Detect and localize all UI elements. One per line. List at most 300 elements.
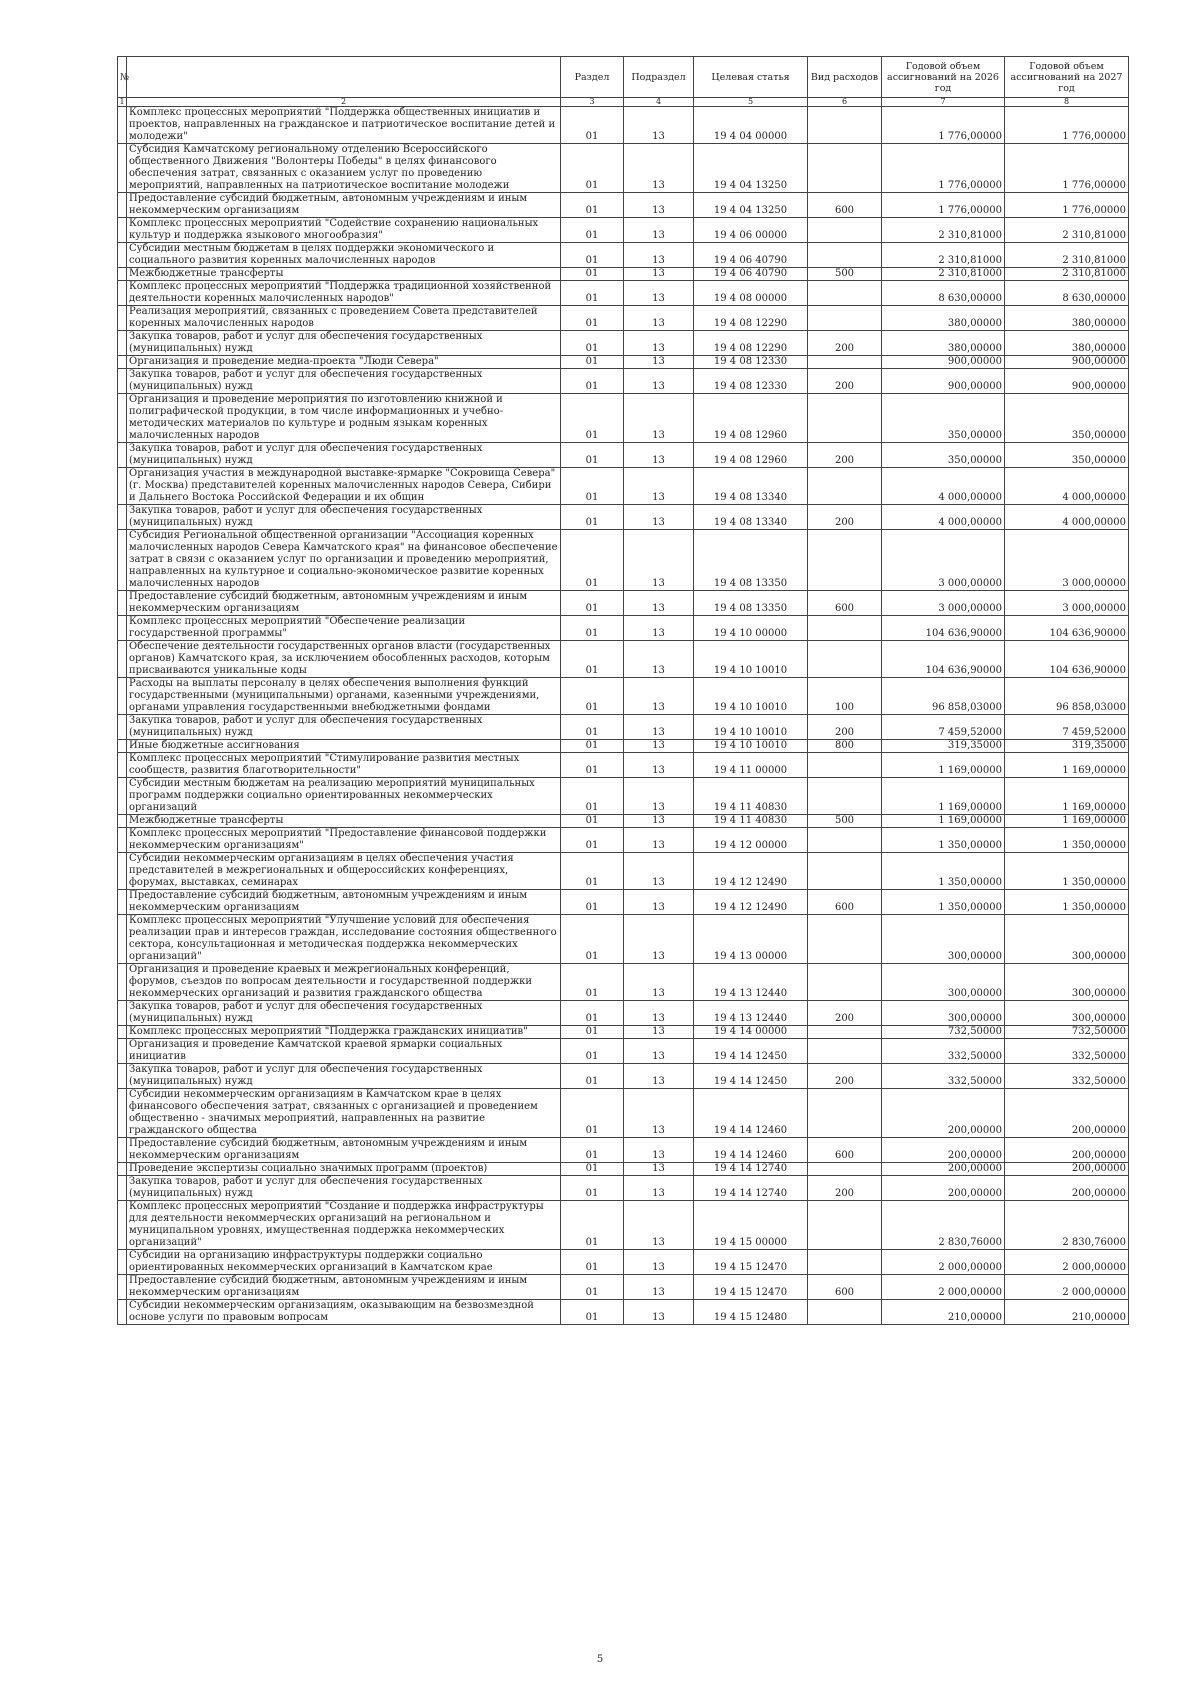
table-row (118, 964, 1129, 1001)
row-value-2027: 1 776,00000 (1005, 193, 1129, 218)
row-name: Закупка товаров, работ и услуг для обеспечения государственных (муниципальных) нужд (127, 443, 561, 468)
row-exp-type: 100 (808, 678, 882, 715)
row-exp-type (808, 828, 882, 853)
row-name: Организация и проведение медиа-проекта "Люди Севера" (127, 356, 561, 369)
row-section: 01 (561, 740, 624, 753)
row-value-2026: 1 776,00000 (882, 107, 1005, 144)
row-subsection: 13 (624, 964, 694, 1001)
table-row (118, 815, 1129, 828)
table-row (118, 243, 1129, 268)
row-value-2026: 1 776,00000 (882, 193, 1005, 218)
row-value-2027: 380,00000 (1005, 331, 1129, 356)
header-section: Раздел (561, 57, 624, 98)
row-value-2027: 2 830,76000 (1005, 1201, 1129, 1250)
row-subsection: 13 (624, 505, 694, 530)
table-row (118, 915, 1129, 964)
row-value-2026: 332,50000 (882, 1039, 1005, 1064)
row-exp-type: 600 (808, 1275, 882, 1300)
table-row (118, 678, 1129, 715)
row-target: 19 4 15 12480 (694, 1300, 808, 1325)
row-exp-type (808, 778, 882, 815)
row-target: 19 4 08 13350 (694, 591, 808, 616)
row-value-2027: 2 000,00000 (1005, 1250, 1129, 1275)
row-name: Закупка товаров, работ и услуг для обеспечения государственных (муниципальных) нужд (127, 505, 561, 530)
table-body (118, 107, 1129, 1325)
row-exp-type (808, 281, 882, 306)
row-section: 01 (561, 193, 624, 218)
row-section: 01 (561, 281, 624, 306)
page-number: 5 (596, 1654, 604, 1665)
row-index-cell (118, 1064, 127, 1089)
row-section: 01 (561, 1300, 624, 1325)
row-name: Межбюджетные трансферты (127, 815, 561, 828)
row-index-cell (118, 815, 127, 828)
row-subsection: 13 (624, 369, 694, 394)
row-exp-type (808, 144, 882, 193)
row-target: 19 4 08 13350 (694, 530, 808, 591)
row-target: 19 4 10 00000 (694, 616, 808, 641)
row-exp-type (808, 753, 882, 778)
row-value-2026: 1 169,00000 (882, 778, 1005, 815)
row-value-2026: 2 830,76000 (882, 1201, 1005, 1250)
row-section: 01 (561, 1026, 624, 1039)
row-index-cell (118, 641, 127, 678)
row-index-cell (118, 331, 127, 356)
row-value-2027: 2 000,00000 (1005, 1275, 1129, 1300)
table-row (118, 1275, 1129, 1300)
row-target: 19 4 06 00000 (694, 218, 808, 243)
row-section: 01 (561, 1201, 624, 1250)
row-section: 01 (561, 1089, 624, 1138)
row-subsection: 13 (624, 740, 694, 753)
row-name: Предоставление субсидий бюджетным, автономным учреждениям и иным некоммерческим организациям (127, 1275, 561, 1300)
row-name: Субсидии некоммерческим организациям, оказывающим на безвозмездной основе услуги по правовым вопросам (127, 1300, 561, 1325)
row-value-2027: 4 000,00000 (1005, 505, 1129, 530)
row-target: 19 4 15 12470 (694, 1250, 808, 1275)
row-value-2027: 2 310,81000 (1005, 218, 1129, 243)
row-exp-type: 200 (808, 715, 882, 740)
row-subsection: 13 (624, 915, 694, 964)
row-subsection: 13 (624, 394, 694, 443)
table-row (118, 468, 1129, 505)
table-row (118, 616, 1129, 641)
row-value-2026: 2 310,81000 (882, 268, 1005, 281)
row-target: 19 4 13 12440 (694, 964, 808, 1001)
row-value-2026: 332,50000 (882, 1064, 1005, 1089)
row-exp-type (808, 1201, 882, 1250)
row-name: Субсидии местным бюджетам на реализацию мероприятий муниципальных программ поддержки социально ориентированных некоммерческих организаций (127, 778, 561, 815)
row-name: Предоставление субсидий бюджетным, автономным учреждениям и иным некоммерческим организациям (127, 1138, 561, 1163)
row-value-2027: 1 350,00000 (1005, 890, 1129, 915)
row-index-cell (118, 144, 127, 193)
row-index-cell (118, 828, 127, 853)
row-section: 01 (561, 107, 624, 144)
row-subsection: 13 (624, 641, 694, 678)
row-name: Комплекс процессных мероприятий "Стимулирование развития местных сообществ, развития благотворительности" (127, 753, 561, 778)
row-value-2026: 319,35000 (882, 740, 1005, 753)
row-index-cell (118, 107, 127, 144)
row-section: 01 (561, 369, 624, 394)
row-exp-type (808, 964, 882, 1001)
row-name: Субсидии некоммерческим организациям в Камчатском крае в целях финансового обеспечения затрат, связанных с организацией и проведением общественно - значимых мероприятий, направленных на развитие гражданского общества (127, 1089, 561, 1138)
row-value-2027: 4 000,00000 (1005, 468, 1129, 505)
row-value-2027: 2 310,81000 (1005, 243, 1129, 268)
row-value-2026: 900,00000 (882, 356, 1005, 369)
row-exp-type: 600 (808, 193, 882, 218)
table-row (118, 193, 1129, 218)
row-exp-type (808, 394, 882, 443)
row-value-2027: 1 776,00000 (1005, 107, 1129, 144)
row-section: 01 (561, 964, 624, 1001)
row-index-cell (118, 753, 127, 778)
table-row (118, 1138, 1129, 1163)
col-number: 3 (561, 98, 624, 107)
row-value-2026: 1 169,00000 (882, 753, 1005, 778)
row-section: 01 (561, 1250, 624, 1275)
row-name: Предоставление субсидий бюджетным, автономным учреждениям и иным некоммерческим организациям (127, 591, 561, 616)
table-row (118, 443, 1129, 468)
row-value-2026: 200,00000 (882, 1089, 1005, 1138)
row-section: 01 (561, 815, 624, 828)
row-target: 19 4 04 13250 (694, 144, 808, 193)
row-index-cell (118, 281, 127, 306)
row-value-2026: 1 350,00000 (882, 853, 1005, 890)
row-subsection: 13 (624, 1176, 694, 1201)
row-name: Проведение экспертизы социально значимых программ (проектов) (127, 1163, 561, 1176)
row-section: 01 (561, 243, 624, 268)
row-value-2026: 300,00000 (882, 964, 1005, 1001)
row-value-2026: 380,00000 (882, 331, 1005, 356)
row-value-2026: 2 310,81000 (882, 218, 1005, 243)
row-subsection: 13 (624, 1001, 694, 1026)
row-value-2026: 200,00000 (882, 1176, 1005, 1201)
row-value-2026: 7 459,52000 (882, 715, 1005, 740)
row-value-2027: 332,50000 (1005, 1064, 1129, 1089)
row-name: Иные бюджетные ассигнования (127, 740, 561, 753)
row-value-2026: 2 310,81000 (882, 243, 1005, 268)
row-target: 19 4 15 00000 (694, 1201, 808, 1250)
row-name: Комплекс процессных мероприятий "Содействие сохранению национальных культур и поддержка языкового многообразия" (127, 218, 561, 243)
row-subsection: 13 (624, 591, 694, 616)
table-row (118, 144, 1129, 193)
table-row (118, 890, 1129, 915)
row-name: Комплекс процессных мероприятий "Поддержка традиционной хозяйственной деятельности коренных малочисленных народов" (127, 281, 561, 306)
row-value-2027: 900,00000 (1005, 369, 1129, 394)
row-target: 19 4 10 10010 (694, 678, 808, 715)
row-value-2026: 300,00000 (882, 915, 1005, 964)
row-name: Комплекс процессных мероприятий "Поддержка общественных инициатив и проектов, направленных на гражданское и патриотическое воспитание детей и молодежи" (127, 107, 561, 144)
row-value-2026: 200,00000 (882, 1163, 1005, 1176)
row-subsection: 13 (624, 356, 694, 369)
row-index-cell (118, 218, 127, 243)
row-value-2026: 4 000,00000 (882, 468, 1005, 505)
row-section: 01 (561, 1001, 624, 1026)
row-value-2027: 300,00000 (1005, 964, 1129, 1001)
row-index-cell (118, 193, 127, 218)
table-row (118, 1089, 1129, 1138)
row-name: Комплекс процессных мероприятий "Предоставление финансовой поддержки некоммерческим организациям" (127, 828, 561, 853)
row-name: Обеспечение деятельности государственных органов власти (государственных органов) Камчатского края, за исключением обособленных расходов, которым присваиваются уникальные коды (127, 641, 561, 678)
row-value-2027: 96 858,03000 (1005, 678, 1129, 715)
row-section: 01 (561, 678, 624, 715)
row-section: 01 (561, 356, 624, 369)
row-target: 19 4 08 12290 (694, 331, 808, 356)
row-value-2027: 300,00000 (1005, 915, 1129, 964)
row-value-2026: 4 000,00000 (882, 505, 1005, 530)
table-row (118, 828, 1129, 853)
table-row (118, 505, 1129, 530)
row-name: Организация участия в международной выставке-ярмарке "Сокровища Севера" (г. Москва) представителей коренных малочисленных народов Севера, Сибири и Дальнего Востока Российской Федерации и их общин (127, 468, 561, 505)
row-section: 01 (561, 778, 624, 815)
row-target: 19 4 08 12330 (694, 356, 808, 369)
row-target: 19 4 11 40830 (694, 778, 808, 815)
row-subsection: 13 (624, 1138, 694, 1163)
row-index-cell (118, 715, 127, 740)
row-exp-type (808, 530, 882, 591)
row-value-2027: 104 636,90000 (1005, 641, 1129, 678)
table-row (118, 1026, 1129, 1039)
row-exp-type (808, 641, 882, 678)
row-value-2026: 104 636,90000 (882, 616, 1005, 641)
row-exp-type (808, 1250, 882, 1275)
table-row (118, 1250, 1129, 1275)
col-number: 6 (808, 98, 882, 107)
row-section: 01 (561, 1163, 624, 1176)
row-index-cell (118, 530, 127, 591)
row-section: 01 (561, 890, 624, 915)
row-section: 01 (561, 306, 624, 331)
row-subsection: 13 (624, 890, 694, 915)
row-target: 19 4 08 13340 (694, 468, 808, 505)
row-exp-type (808, 1089, 882, 1138)
row-exp-type (808, 468, 882, 505)
row-subsection: 13 (624, 243, 694, 268)
row-value-2026: 96 858,03000 (882, 678, 1005, 715)
row-target: 19 4 14 12460 (694, 1089, 808, 1138)
row-name: Комплекс процессных мероприятий "Обеспечение реализации государственной программы" (127, 616, 561, 641)
row-name: Реализация мероприятий, связанных с проведением Совета представителей коренных малочисленных народов (127, 306, 561, 331)
row-target: 19 4 13 00000 (694, 915, 808, 964)
table-row (118, 281, 1129, 306)
row-target: 19 4 08 12960 (694, 394, 808, 443)
row-section: 01 (561, 616, 624, 641)
row-index-cell (118, 915, 127, 964)
table-row (118, 306, 1129, 331)
row-name: Комплекс процессных мероприятий "Поддержка гражданских инициатив" (127, 1026, 561, 1039)
row-value-2027: 300,00000 (1005, 1001, 1129, 1026)
row-name: Межбюджетные трансферты (127, 268, 561, 281)
row-target: 19 4 14 00000 (694, 1026, 808, 1039)
row-section: 01 (561, 1039, 624, 1064)
row-exp-type (808, 616, 882, 641)
row-name: Комплекс процессных мероприятий "Создание и поддержка инфраструктуры для деятельности некоммерческих организаций на региональном и муниципальном уровнях, имущественная поддержка некоммерческих организаций" (127, 1201, 561, 1250)
row-index-cell (118, 890, 127, 915)
row-value-2027: 3 000,00000 (1005, 591, 1129, 616)
row-value-2026: 200,00000 (882, 1138, 1005, 1163)
row-exp-type (808, 1163, 882, 1176)
table-row (118, 853, 1129, 890)
row-target: 19 4 14 12740 (694, 1163, 808, 1176)
row-index-cell (118, 356, 127, 369)
row-section: 01 (561, 331, 624, 356)
row-target: 19 4 10 10010 (694, 641, 808, 678)
header-2026: Годовой объем ассигнований на 2026 год (882, 57, 1005, 98)
row-value-2026: 210,00000 (882, 1300, 1005, 1325)
header-2027: Годовой объем ассигнований на 2027 год (1005, 57, 1129, 98)
row-exp-type (808, 356, 882, 369)
row-subsection: 13 (624, 678, 694, 715)
row-value-2026: 1 350,00000 (882, 828, 1005, 853)
row-value-2026: 300,00000 (882, 1001, 1005, 1026)
row-target: 19 4 08 12960 (694, 443, 808, 468)
row-value-2026: 1 776,00000 (882, 144, 1005, 193)
row-value-2027: 319,35000 (1005, 740, 1129, 753)
row-index-cell (118, 443, 127, 468)
row-subsection: 13 (624, 306, 694, 331)
row-exp-type: 200 (808, 369, 882, 394)
row-index-cell (118, 778, 127, 815)
header-target: Целевая статья (694, 57, 808, 98)
row-value-2026: 2 000,00000 (882, 1250, 1005, 1275)
table-row (118, 369, 1129, 394)
table-row (118, 753, 1129, 778)
table-row (118, 107, 1129, 144)
row-name: Закупка товаров, работ и услуг для обеспечения государственных (муниципальных) нужд (127, 369, 561, 394)
header-exp-type: Вид расходов (808, 57, 882, 98)
row-section: 01 (561, 853, 624, 890)
row-value-2027: 3 000,00000 (1005, 530, 1129, 591)
row-target: 19 4 06 40790 (694, 268, 808, 281)
row-section: 01 (561, 915, 624, 964)
row-target: 19 4 13 12440 (694, 1001, 808, 1026)
row-subsection: 13 (624, 715, 694, 740)
row-name: Комплекс процессных мероприятий "Улучшение условий для обеспечения реализации прав и интересов граждан, исследование состояния общественного сектора, консультационная и методическая поддержка некоммерческих организаций" (127, 915, 561, 964)
row-index-cell (118, 369, 127, 394)
row-value-2026: 350,00000 (882, 394, 1005, 443)
row-value-2026: 1 350,00000 (882, 890, 1005, 915)
table-row (118, 394, 1129, 443)
row-name: Расходы на выплаты персоналу в целях обеспечения выполнения функций государственными (муниципальными) органами, казенными учреждениями, органами управления государственными внебюджетными фондами (127, 678, 561, 715)
row-target: 19 4 08 13340 (694, 505, 808, 530)
header-name (127, 57, 561, 98)
row-subsection: 13 (624, 331, 694, 356)
row-subsection: 13 (624, 753, 694, 778)
row-target: 19 4 10 10010 (694, 740, 808, 753)
row-index-cell (118, 1138, 127, 1163)
row-exp-type: 500 (808, 268, 882, 281)
row-target: 19 4 12 00000 (694, 828, 808, 853)
row-subsection: 13 (624, 443, 694, 468)
row-section: 01 (561, 1138, 624, 1163)
row-name: Предоставление субсидий бюджетным, автономным учреждениям и иным некоммерческим организациям (127, 890, 561, 915)
row-subsection: 13 (624, 268, 694, 281)
row-value-2026: 3 000,00000 (882, 591, 1005, 616)
row-subsection: 13 (624, 1201, 694, 1250)
row-index-cell (118, 306, 127, 331)
row-section: 01 (561, 394, 624, 443)
row-index-cell (118, 1201, 127, 1250)
row-index-cell (118, 964, 127, 1001)
row-value-2027: 1 169,00000 (1005, 778, 1129, 815)
row-value-2027: 200,00000 (1005, 1089, 1129, 1138)
row-exp-type: 600 (808, 890, 882, 915)
row-index-cell (118, 505, 127, 530)
row-name: Субсидия Региональной общественной организации "Ассоциация коренных малочисленных народов Севера Камчатского края" на финансовое обеспечение затрат в связи с оказанием услуг по организации и проведению мероприятий, направленных на культурное и социально-экономическое развитие коренных малочисленных народов (127, 530, 561, 591)
row-value-2027: 350,00000 (1005, 394, 1129, 443)
row-value-2027: 8 630,00000 (1005, 281, 1129, 306)
table-row (118, 1001, 1129, 1026)
row-section: 01 (561, 591, 624, 616)
row-index-cell (118, 1163, 127, 1176)
row-target: 19 4 14 12450 (694, 1064, 808, 1089)
row-index-cell (118, 243, 127, 268)
row-index-cell (118, 1039, 127, 1064)
header-subsection: Подраздел (624, 57, 694, 98)
row-value-2027: 332,50000 (1005, 1039, 1129, 1064)
table-row (118, 331, 1129, 356)
row-target: 19 4 14 12450 (694, 1039, 808, 1064)
table-row (118, 641, 1129, 678)
row-name: Организация и проведение Камчатской краевой ярмарки социальных инициатив (127, 1039, 561, 1064)
row-target: 19 4 08 12330 (694, 369, 808, 394)
row-section: 01 (561, 1176, 624, 1201)
row-subsection: 13 (624, 815, 694, 828)
row-exp-type: 200 (808, 331, 882, 356)
row-value-2027: 200,00000 (1005, 1138, 1129, 1163)
row-index-cell (118, 1300, 127, 1325)
row-value-2027: 2 310,81000 (1005, 268, 1129, 281)
col-number: 2 (127, 98, 561, 107)
row-name: Субсидия Камчатскому региональному отделению Всероссийского общественного Движения "Волонтеры Победы" в целях финансового обеспечения затрат, связанных с оказанием услуг по проведению мероприятий, направленных на патриотическое воспитание молодежи (127, 144, 561, 193)
budget-table (117, 56, 1129, 1325)
row-name: Организация и проведение мероприятия по изготовлению книжной и полиграфической продукции, в том числе информационных и учебно-методических материалов по культуре и родным языкам коренных малочисленных народов (127, 394, 561, 443)
row-index-cell (118, 1001, 127, 1026)
row-index-cell (118, 740, 127, 753)
col-number: 5 (694, 98, 808, 107)
table-row (118, 1201, 1129, 1250)
column-numbers-row (118, 98, 1129, 107)
row-value-2027: 900,00000 (1005, 356, 1129, 369)
row-target: 19 4 11 40830 (694, 815, 808, 828)
row-subsection: 13 (624, 828, 694, 853)
row-section: 01 (561, 268, 624, 281)
row-exp-type: 200 (808, 443, 882, 468)
row-name: Закупка товаров, работ и услуг для обеспечения государственных (муниципальных) нужд (127, 331, 561, 356)
row-target: 19 4 08 00000 (694, 281, 808, 306)
row-subsection: 13 (624, 1300, 694, 1325)
row-exp-type (808, 243, 882, 268)
row-exp-type (808, 107, 882, 144)
row-target: 19 4 12 12490 (694, 890, 808, 915)
row-target: 19 4 14 12460 (694, 1138, 808, 1163)
row-value-2026: 8 630,00000 (882, 281, 1005, 306)
row-subsection: 13 (624, 107, 694, 144)
row-value-2026: 900,00000 (882, 369, 1005, 394)
row-index-cell (118, 268, 127, 281)
row-subsection: 13 (624, 530, 694, 591)
row-value-2027: 350,00000 (1005, 443, 1129, 468)
row-exp-type: 200 (808, 1001, 882, 1026)
row-name: Предоставление субсидий бюджетным, автономным учреждениям и иным некоммерческим организациям (127, 193, 561, 218)
row-value-2027: 7 459,52000 (1005, 715, 1129, 740)
table-row (118, 1064, 1129, 1089)
row-target: 19 4 10 10010 (694, 715, 808, 740)
row-value-2026: 350,00000 (882, 443, 1005, 468)
row-value-2027: 1 169,00000 (1005, 753, 1129, 778)
row-subsection: 13 (624, 1089, 694, 1138)
row-exp-type: 800 (808, 740, 882, 753)
row-subsection: 13 (624, 193, 694, 218)
